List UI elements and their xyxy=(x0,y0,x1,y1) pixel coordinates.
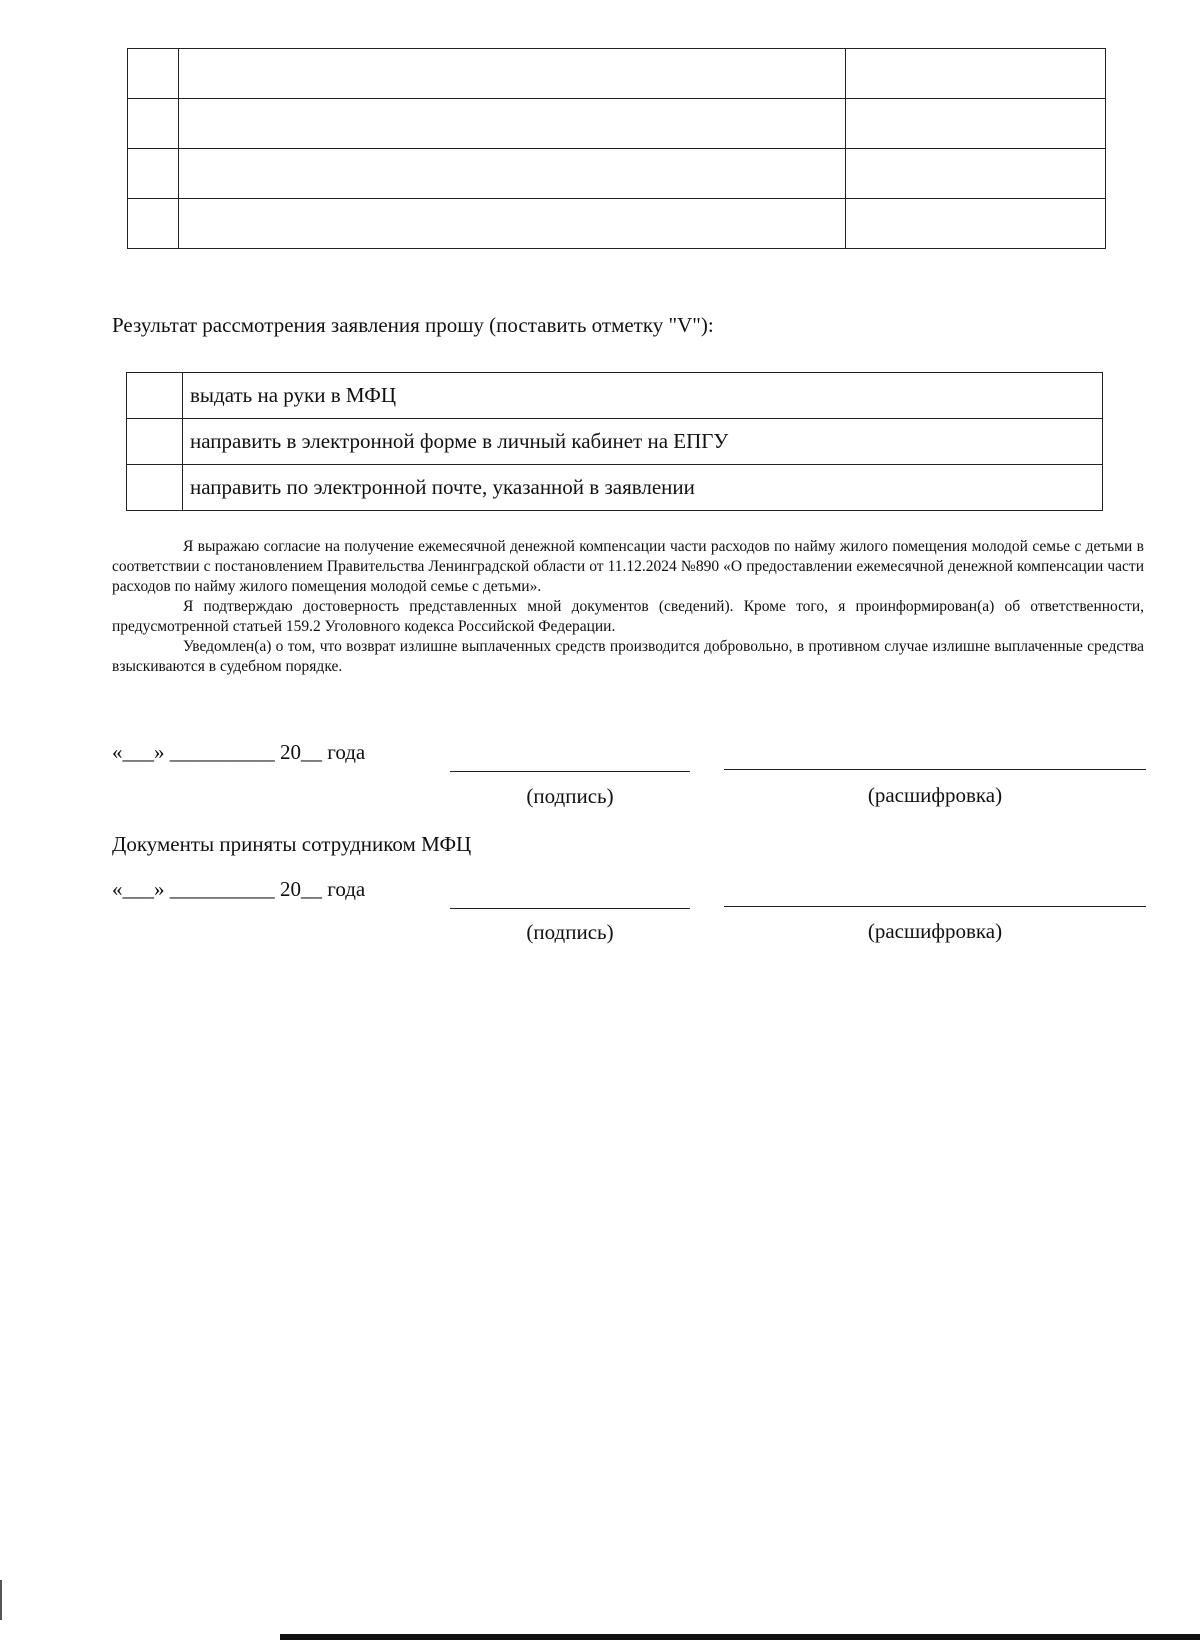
option-label: направить в электронной форме в личный кабинет на ЕПГУ xyxy=(183,419,1103,465)
consent-paragraph: Я выражаю согласие на получение ежемесячной денежной компенсации части расходов по найму жилого помещения молодой семье с детьми в соответствии с постановлением Правительства Ленинградской области от 11.12.2024 №890 «О предоставлении ежемесячной денежной компенсации части расходов по найму жилого помещения молодой семье с детьми». xyxy=(112,538,1144,595)
scan-edge-mark xyxy=(0,1580,2,1620)
delivery-option-row xyxy=(127,419,1103,465)
table-row xyxy=(128,99,1106,149)
delivery-intro: Результат рассмотрения заявления прошу (поставить отметку "V"): xyxy=(112,313,714,337)
top-empty-table xyxy=(127,48,1106,249)
table-cell[interactable] xyxy=(179,49,846,99)
applicant-signature-line[interactable] xyxy=(450,771,690,772)
signature-caption: (подпись) xyxy=(526,784,614,808)
table-cell[interactable] xyxy=(128,49,179,99)
table-cell[interactable] xyxy=(179,99,846,149)
table-cell[interactable] xyxy=(846,99,1106,149)
mfc-date-field[interactable]: «___» __________ 20__ года xyxy=(112,877,366,901)
applicant-date-field[interactable]: «___» __________ 20__ года xyxy=(112,740,366,764)
signature-caption: (подпись) xyxy=(526,920,614,944)
consent-paragraph: Я подтверждаю достоверность представленных мной документов (сведений). Кроме того, я проинформирован(а) об ответственности, предусмотренной статьей 159.2 Уголовного кодекса Российской Федерации. xyxy=(112,598,1144,635)
mfc-heading: Документы приняты сотрудником МФЦ xyxy=(112,832,472,856)
delivery-options-table xyxy=(126,372,1103,511)
table-cell[interactable] xyxy=(179,149,846,199)
option-checkbox-cell[interactable] xyxy=(127,373,183,419)
mfc-signature-line[interactable] xyxy=(450,908,690,909)
table-row xyxy=(128,199,1106,249)
mfc-decoding-line[interactable] xyxy=(724,906,1146,907)
option-checkbox-cell[interactable] xyxy=(127,419,183,465)
option-label: направить по электронной почте, указанной в заявлении xyxy=(183,465,1103,511)
delivery-option-row xyxy=(127,373,1103,419)
table-cell[interactable] xyxy=(128,149,179,199)
table-row xyxy=(128,149,1106,199)
table-row xyxy=(128,49,1106,99)
consent-block xyxy=(112,537,1144,677)
consent-paragraph: Уведомлен(а) о том, что возврат излишне выплаченных средств производится добровольно, в противном случае излишне выплаченные средства взыскиваются в судебном порядке. xyxy=(112,638,1144,675)
applicant-decoding-line[interactable] xyxy=(724,769,1146,770)
table-cell[interactable] xyxy=(846,149,1106,199)
decoding-caption: (расшифровка) xyxy=(867,783,1003,807)
delivery-option-row xyxy=(127,465,1103,511)
option-checkbox-cell[interactable] xyxy=(127,465,183,511)
table-cell[interactable] xyxy=(846,199,1106,249)
option-label: выдать на руки в МФЦ xyxy=(183,373,1103,419)
table-cell[interactable] xyxy=(128,99,179,149)
table-cell[interactable] xyxy=(846,49,1106,99)
table-cell[interactable] xyxy=(128,199,179,249)
decoding-caption: (расшифровка) xyxy=(867,919,1003,943)
table-cell[interactable] xyxy=(179,199,846,249)
scan-edge-bar xyxy=(280,1634,1200,1640)
